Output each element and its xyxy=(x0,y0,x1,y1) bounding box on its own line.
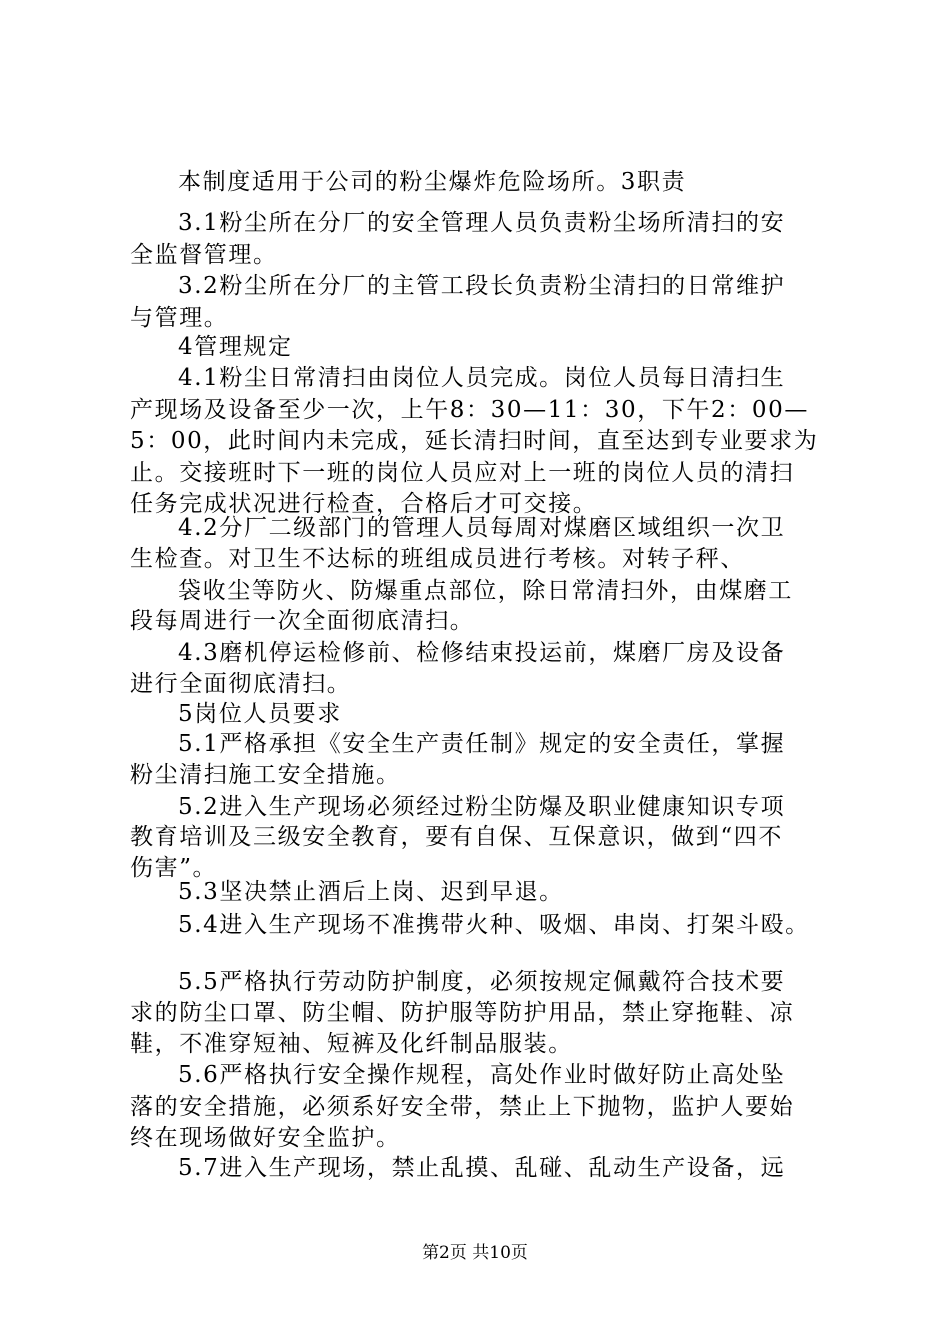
paragraph-line: 4.3磨机停运检修前、检修结束投运前，煤磨厂房及设备 xyxy=(178,640,786,666)
paragraph-line: 5.5严格执行劳动防护制度，必须按规定佩戴符合技术要 xyxy=(178,969,786,995)
paragraph-line: 本制度适用于公司的粉尘爆炸危险场所。3职责 xyxy=(178,169,687,195)
paragraph-line: 伤害”。 xyxy=(130,855,218,881)
paragraph-line: 全监督管理。 xyxy=(130,242,278,268)
paragraph-line: 5.1严格承担《安全生产责任制》规定的安全责任，掌握 xyxy=(178,731,786,757)
section-heading: 5岗位人员要求 xyxy=(178,701,342,727)
paragraph-line: 鞋，不准穿短袖、短裤及化纤制品服装。 xyxy=(130,1031,573,1057)
paragraph-line: 5：00，此时间内未完成，延长清扫时间，直至达到专业要求为 xyxy=(130,428,819,454)
paragraph-line: 求的防尘口罩、防尘帽、防护服等防护用品，禁止穿拖鞋、凉 xyxy=(130,1000,795,1026)
page-footer: 第2页 共10页 xyxy=(422,1243,528,1263)
paragraph-line: 任务完成状况进行检查，合格后才可交接。 xyxy=(130,491,598,517)
paragraph-line: 3.1粉尘所在分厂的安全管理人员负责粉尘场所清扫的安 xyxy=(178,210,786,236)
paragraph-line: 5.2进入生产现场必须经过粉尘防爆及职业健康知识专项 xyxy=(178,794,786,820)
paragraph-line: 产现场及设备至少一次，上午8：30—11：30，下午2：00— xyxy=(130,397,809,423)
paragraph-line: 段每周进行一次全面彻底清扫。 xyxy=(130,608,475,634)
paragraph-line: 3.2粉尘所在分厂的主管工段长负责粉尘清扫的日常维护 xyxy=(178,273,786,299)
paragraph-line: 与管理。 xyxy=(130,305,229,331)
paragraph-line: 粉尘清扫施工安全措施。 xyxy=(130,762,401,788)
paragraph-line: 4.2分厂二级部门的管理人员每周对煤磨区域组织一次卫 xyxy=(178,515,786,541)
paragraph-line: 4.1粉尘日常清扫由岗位人员完成。岗位人员每日清扫生 xyxy=(178,365,786,391)
paragraph-line: 教育培训及三级安全教育，要有自保、互保意识，做到“四不 xyxy=(130,824,783,850)
section-heading: 4管理规定 xyxy=(178,334,293,360)
paragraph-line: 落的安全措施，必须系好安全带，禁止上下抛物，监护人要始 xyxy=(130,1094,795,1120)
paragraph-line: 5.6严格执行安全操作规程，高处作业时做好防止高处坠 xyxy=(178,1062,786,1088)
paragraph-line: 生检查。对卫生不达标的班组成员进行考核。对转子秤、 xyxy=(130,546,745,572)
paragraph-line: 5.3坚决禁止酒后上岗、迟到早退。 xyxy=(178,879,564,905)
paragraph-line: 止。交接班时下一班的岗位人员应对上一班的岗位人员的清扫 xyxy=(130,460,795,486)
paragraph-line: 袋收尘等防火、防爆重点部位，除日常清扫外，由煤磨工 xyxy=(178,578,793,604)
paragraph-line: 5.7进入生产现场，禁止乱摸、乱碰、乱动生产设备，远 xyxy=(178,1155,786,1181)
paragraph-line: 终在现场做好安全监护。 xyxy=(130,1125,401,1151)
paragraph-line: 5.4进入生产现场不准携带火种、吸烟、串岗、打架斗殴。 xyxy=(178,912,810,938)
paragraph-line: 进行全面彻底清扫。 xyxy=(130,671,352,697)
